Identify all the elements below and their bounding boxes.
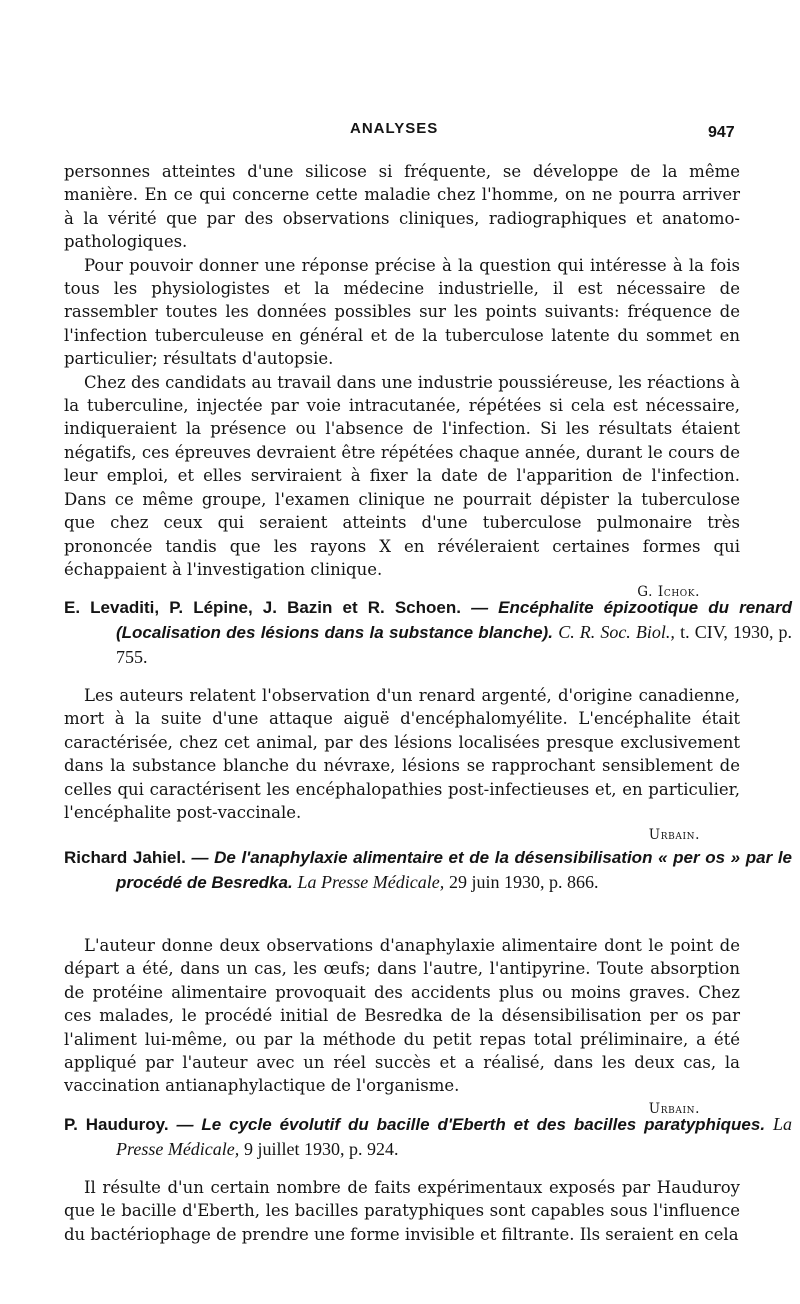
entry-journal: La Presse Médicale,: [116, 1114, 792, 1159]
entry-authors: Richard Jahiel.: [64, 848, 186, 867]
running-head: [0, 118, 800, 146]
entry-body: [64, 934, 740, 1121]
entry-journal: C. R. Soc. Biol.,: [558, 622, 675, 642]
continued-review: [64, 160, 740, 605]
entry-body: [64, 1176, 740, 1246]
entry-authors: E. Levaditi, P. Lépine, J. Bazin et R. Schoen.: [64, 598, 461, 617]
entry-signature: Urbain.: [648, 1100, 700, 1117]
review-paragraph: personnes atteintes d'une silicose si fréquente, se développe de la même manière. En ce qui concerne cette maladie chez l'homme, on ne pourra arriver à la vérité que par des observations cliniques, radiographiques et anatomo-pathologiques.: [64, 162, 740, 252]
entry-signature: Urbain.: [648, 827, 700, 844]
entry-title: — De l'anaphylaxie alimentaire et de la désensibilisation « per os » par le procédé de Besredka.: [116, 848, 792, 892]
entry-authors: P. Hauduroy.: [64, 1115, 169, 1134]
review-paragraph: Chez des candidats au travail dans une industrie poussiéreuse, les réactions à la tuberculine, injectée par voie intracutanée, répétées si cela est nécessaire, indiqueraient la présence ou l'absence de l'infection. Si les résultats étaient négatifs, ces épreuves devraient être répétées chaque année, durant le cours de leur emploi, et elles serviraient à fixer la date de l'apparition de l'infection. Dans ce même groupe, l'examen clinique ne pourrait dépister la tuberculose que chez ceux qui seraient atteints d'une tuberculose pulmonaire très prononcée tandis que les rayons X en révéleraient certaines formes qui échappaient à l'investigation clinique.: [64, 372, 740, 579]
entry-title: — Encéphalite épizootique du renard (Localisation des lésions dans la substance blanche).: [116, 598, 792, 642]
entry-abstract: L'auteur donne deux observations d'anaphylaxie alimentaire dont le point de départ a été, dans un cas, les œufs; dans l'autre, l'antipyrine. Toute absorption de protéine alimentaire provoquait des accidents plus ou moins graves. Chez ces malades, le procédé initial de Besredka de la désensibilisation per os par l'aliment lui-même, ou par la méthode du petit repas total préliminaire, a été appliqué par l'auteur avec un réel succès et a réalisé, dans les deux cas, la vaccination antianaphylactique de l'organisme.: [64, 936, 740, 1096]
page-number: 947: [708, 124, 735, 141]
entry-heading: [64, 846, 792, 895]
entry-body: [64, 684, 740, 848]
entry-journal: La Presse Médicale,: [297, 872, 445, 892]
entry-title: — Le cycle évolutif du bacille d'Eberth et des bacilles paratyphiques.: [176, 1115, 766, 1134]
entry-citation: t. CIV, 1930, p. 755.: [116, 622, 792, 667]
review-signature: G. Ichok.: [637, 584, 700, 601]
entry-citation: 9 juillet 1930, p. 924.: [244, 1139, 399, 1159]
section-title: ANALYSES: [350, 120, 439, 137]
entry-abstract: Il résulte d'un certain nombre de faits expérimentaux exposés par Hauduroy que le bacille d'Eberth, les bacilles paratyphiques sont capables sous l'influence du bactériophage de prendre une forme invisible et filtrante. Ils seraient en cela: [64, 1178, 740, 1244]
entry-heading: [64, 596, 792, 670]
entry-heading: [64, 1112, 792, 1162]
review-paragraph: Pour pouvoir donner une réponse précise à la question qui intéresse à la fois tous les physiologistes et la médecine industrielle, il est nécessaire de rassembler toutes les données possibles sur les points suivants: fréquence de l'infection tuberculeuse en général et de la tuberculose latente du sommet en particulier; résultats d'autopsie.: [64, 255, 740, 369]
entry-citation: 29 juin 1930, p. 866.: [448, 872, 599, 892]
entry-abstract: Les auteurs relatent l'observation d'un renard argenté, d'origine canadienne, mort à la suite d'une attaque aiguë d'encéphalomyélite. L'encéphalite était caractérisée, chez cet animal, par des lésions localisées presque exclusivement dans la substance blanche du névraxe, lésions se rapprochant sensiblement de celles qui caractérisent les encéphalopathies post-infectieuses et, en particulier, l'encéphalite post-vaccinale.: [64, 686, 740, 823]
